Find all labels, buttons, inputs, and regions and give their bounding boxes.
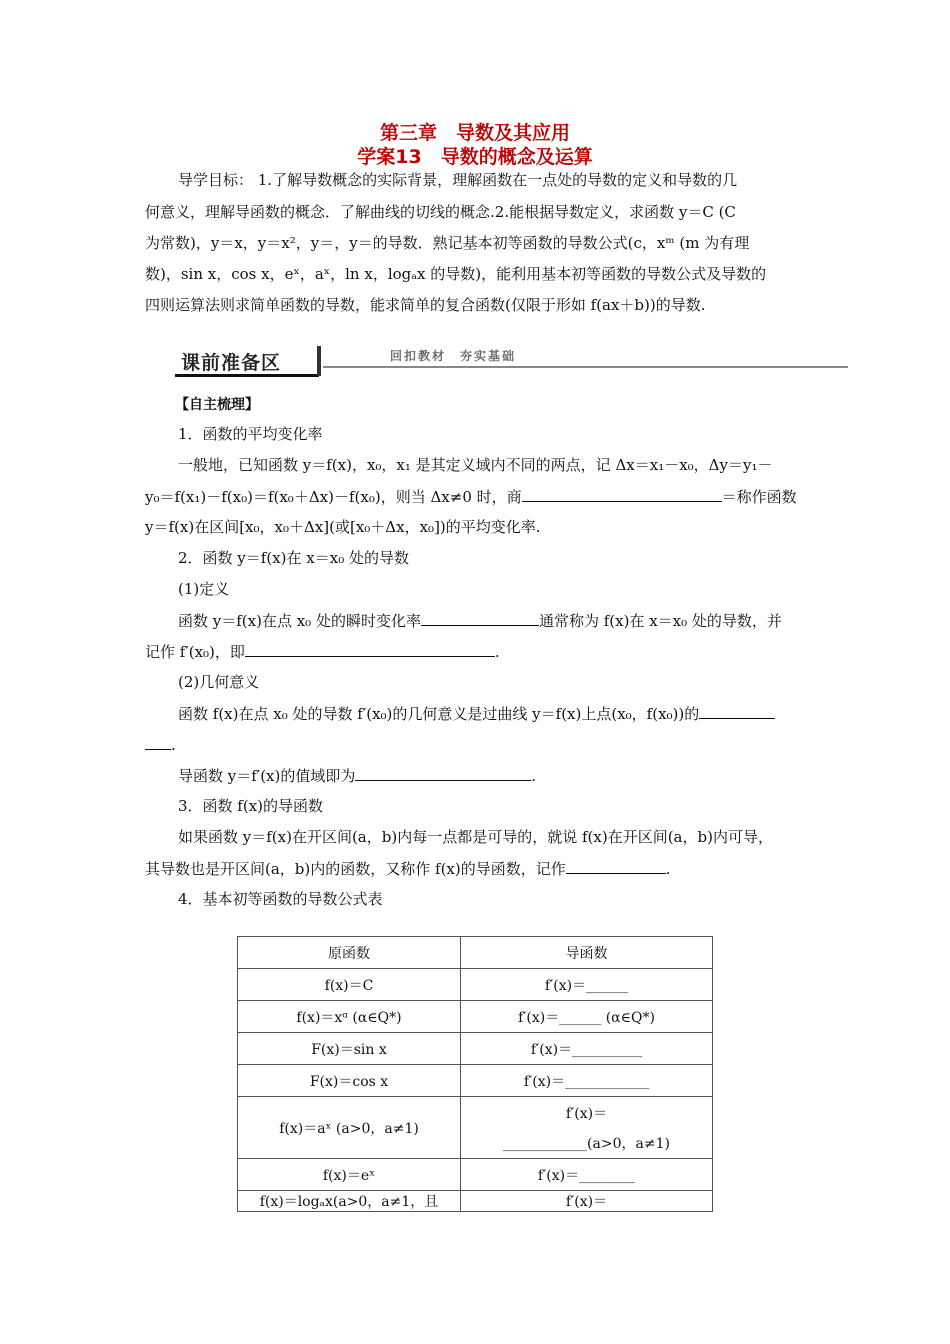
- s2-line-1-tail: 通常称为 f(x)在 x＝x₀ 处的导数，并: [538, 612, 782, 630]
- goals-line-4: 数)，sin x，cos x，eˣ，aˣ，ln x，logₐx 的导数)，能利用基本初等函数的导数公式及导数的: [145, 265, 767, 283]
- cell-original: F(x)＝cos x: [238, 1065, 461, 1097]
- cell-derivative[interactable]: f′(x)＝______ (α∈Q*): [461, 1001, 713, 1033]
- cell-original: f(x)＝logₐx(a>0，a≠1，且: [238, 1191, 461, 1212]
- s2-line-5-tail: .: [531, 767, 537, 785]
- blank-instant-rate[interactable]: [421, 611, 539, 626]
- goals-line-1: 导学目标： 1.了解导数概念的实际背景，理解函数在一点处的导数的定义和导数的几: [178, 171, 738, 189]
- header-derivative: 导函数: [461, 937, 713, 969]
- blank-derivative-def[interactable]: [245, 642, 495, 657]
- s2-line-4: [145, 735, 815, 754]
- s2-line-1: [178, 611, 848, 630]
- table-row: [238, 1001, 713, 1033]
- s1-line-1: 一般地，已知函数 y＝f(x)，x₀，x₁ 是其定义域内不同的两点，记 Δx＝x₁－x₀，Δy＝y₁－: [178, 456, 773, 474]
- s2-line-3: [178, 704, 848, 723]
- table-row: [238, 1065, 713, 1097]
- blank-range[interactable]: [355, 766, 531, 781]
- s2-def-label: (1)定义: [178, 580, 230, 598]
- s2-line-2-text: 记作 f′(x₀)，即: [145, 643, 245, 661]
- s2-line-2-tail: .: [494, 643, 500, 661]
- s3-line-2: [145, 859, 815, 878]
- cell-original: F(x)＝sin x: [238, 1033, 461, 1065]
- cell-derivative[interactable]: f′(x)＝________: [461, 1159, 713, 1191]
- table-row: [238, 969, 713, 1001]
- s3-line-2-tail: .: [665, 860, 671, 878]
- table-row: [238, 1033, 713, 1065]
- s3-line-1: 如果函数 y＝f(x)在开区间(a，b)内每一点都是可导的，就说 f(x)在开区间(a，b)内可导，: [178, 828, 773, 846]
- cell-derivative-line-1: f′(x)＝: [565, 1105, 608, 1122]
- banner-rule: [323, 366, 848, 368]
- goals-line-5: 四则运算法则求简单函数的导数，能求简单的复合函数(仅限于形如 f(ax＋b))的导数.: [145, 296, 706, 314]
- cell-derivative[interactable]: f′(x)＝__________: [461, 1033, 713, 1065]
- s1-line-2: [145, 487, 815, 506]
- section-banner: [175, 344, 850, 378]
- table-row: [238, 1097, 713, 1159]
- s2-line-4-tail: .: [171, 736, 176, 754]
- header-original: 原函数: [238, 937, 461, 969]
- s3-title: 3．函数 f(x)的导函数: [178, 797, 324, 815]
- s1-title: 1．函数的平均变化率: [178, 425, 323, 443]
- s2-line-5: [178, 766, 848, 785]
- cell-original: f(x)＝eˣ: [238, 1159, 461, 1191]
- blank-geometric-2[interactable]: [145, 735, 171, 750]
- s1-line-3: y＝f(x)在区间[x₀，x₀＋Δx](或[x₀＋Δx，x₀])的平均变化率.: [145, 518, 541, 536]
- table-row: [238, 1191, 713, 1212]
- s1-line-2-text: y₀＝f(x₁)－f(x₀)＝f(x₀＋Δx)－f(x₀)，则当 Δx≠0 时，商: [145, 488, 522, 506]
- cell-derivative[interactable]: [461, 1097, 713, 1159]
- s2-line-1-text: 函数 y＝f(x)在点 x₀ 处的瞬时变化率: [178, 612, 421, 630]
- cell-derivative[interactable]: f′(x)＝____________: [461, 1065, 713, 1097]
- cell-derivative[interactable]: f′(x)＝______: [461, 969, 713, 1001]
- cell-original: f(x)＝aˣ (a>0，a≠1): [238, 1097, 461, 1159]
- goals-line-3: 为常数)，y＝x，y＝x²，y＝，y＝的导数．熟记基本初等函数的导数公式(c，xᵐ (m 为有理: [145, 234, 750, 252]
- s1-line-2-tail: ＝称作函数: [721, 488, 797, 506]
- goals-line-2: 何意义，理解导函数的概念．了解曲线的切线的概念.2.能根据导数定义，求函数 y＝C (C: [145, 203, 736, 221]
- cell-original: f(x)＝C: [238, 969, 461, 1001]
- blank-geometric-1[interactable]: [699, 704, 775, 719]
- banner-title: 课前准备区: [181, 352, 282, 374]
- banner-box: [175, 344, 319, 377]
- s2-line-3-text: 函数 f(x)在点 x₀ 处的导数 f′(x₀)的几何意义是过曲线 y＝f(x)上点(x₀，f(x₀))的: [178, 705, 700, 723]
- s2-line-2: [145, 642, 815, 661]
- blank-average-rate[interactable]: [522, 487, 722, 502]
- section-heading: 【自主梳理】: [175, 397, 259, 413]
- table-row: [238, 1159, 713, 1191]
- lesson-title: 学案13 导数的概念及运算: [357, 146, 593, 168]
- blank-derived-function[interactable]: [566, 859, 666, 874]
- s2-title: 2．函数 y＝f(x)在 x＝x₀ 处的导数: [178, 549, 409, 567]
- s3-line-2-text: 其导数也是开区间(a，b)内的函数，又称作 f(x)的导函数，记作: [145, 860, 566, 878]
- s4-title: 4．基本初等函数的导数公式表: [178, 890, 383, 908]
- s2-geo-label: (2)几何意义: [178, 673, 260, 691]
- table-header-row: [238, 937, 713, 969]
- banner-divider: [317, 346, 321, 376]
- chapter-title: 第三章 导数及其应用: [379, 122, 570, 144]
- banner-subtitle: 回扣教材 夯实基础: [390, 349, 517, 363]
- s2-line-5-text: 导函数 y＝f′(x)的值域即为: [178, 767, 356, 785]
- cell-derivative[interactable]: f′(x)＝: [461, 1191, 713, 1212]
- cell-derivative-line-2: ____________(a>0，a≠1): [503, 1135, 670, 1152]
- derivative-formula-table: [237, 936, 713, 1212]
- cell-original: f(x)＝xᵅ (α∈Q*): [238, 1001, 461, 1033]
